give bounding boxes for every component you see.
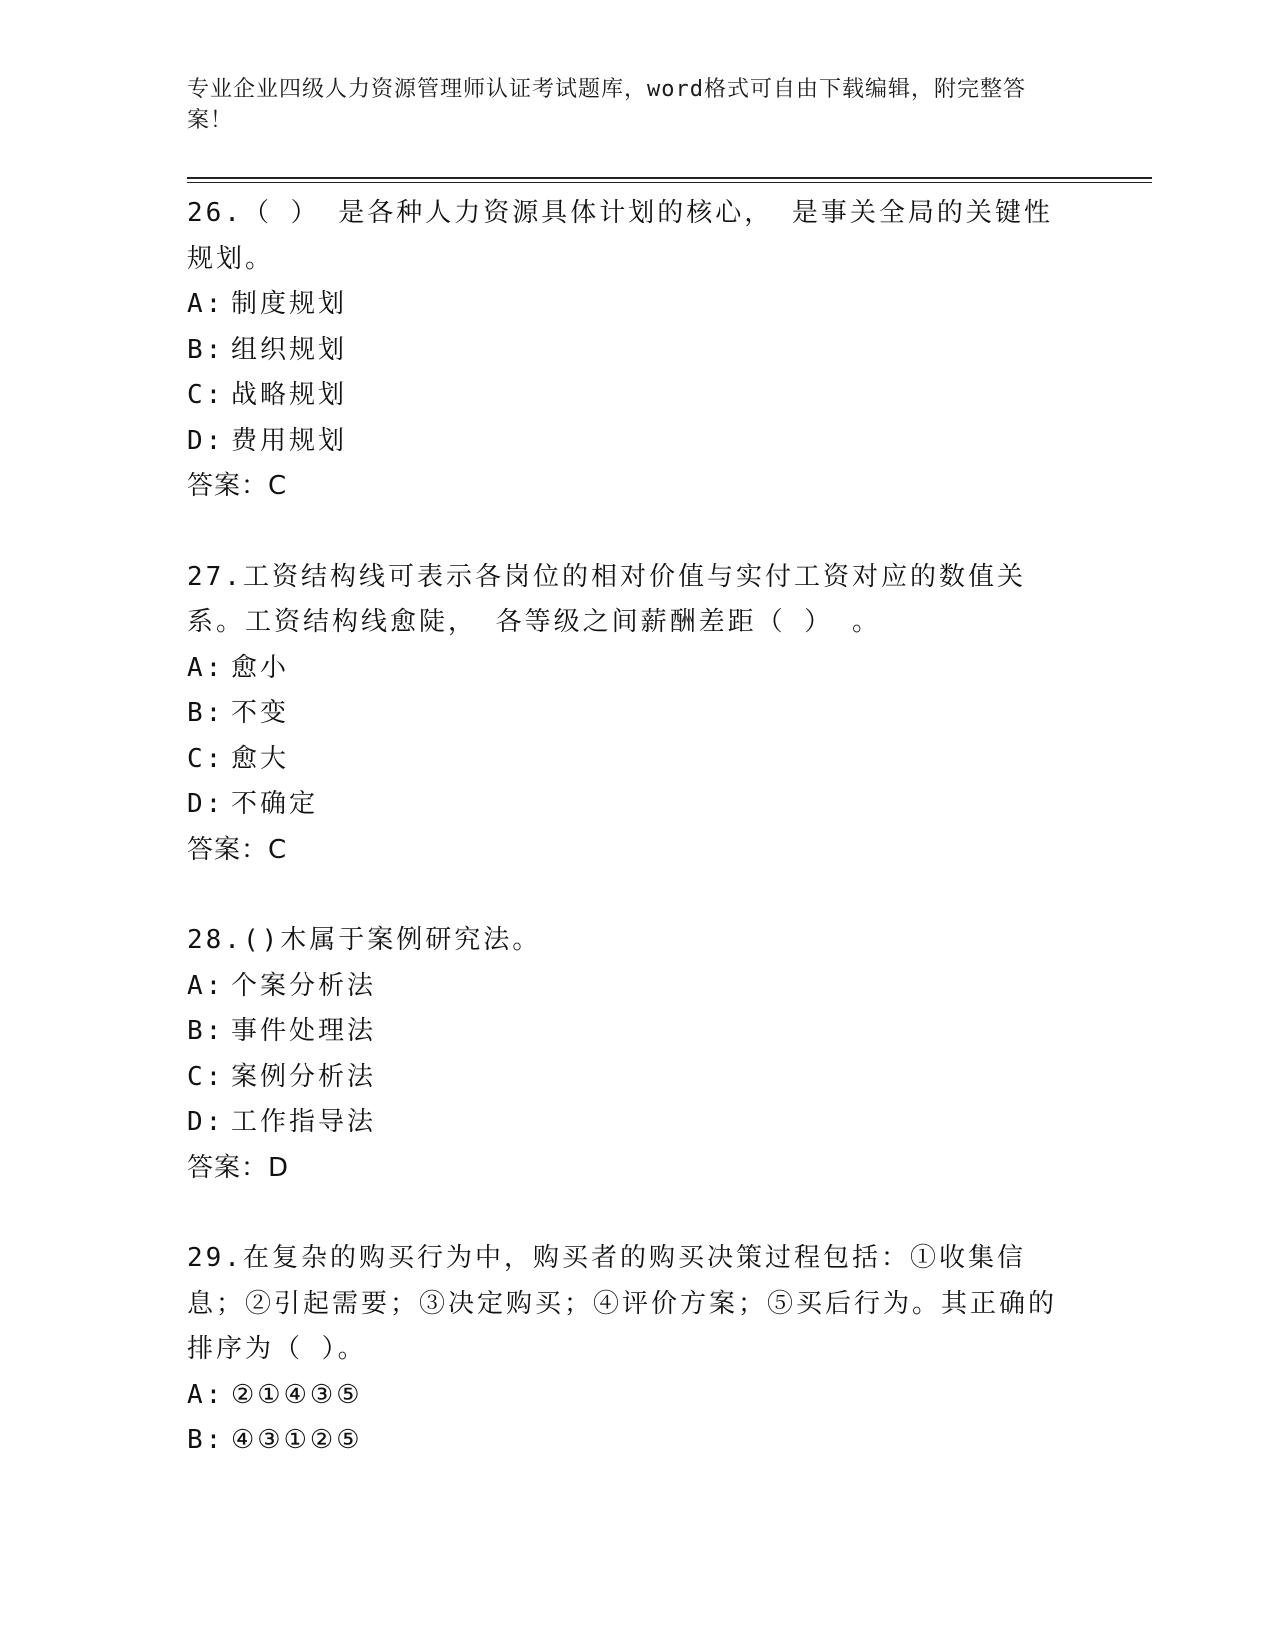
question-29 [187, 1236, 1067, 1464]
option-text: 不确定 [231, 789, 319, 819]
option-letter: A: [187, 970, 225, 1001]
answer-line: 答案：C [187, 834, 288, 865]
option-text: 个案分析法 [231, 970, 377, 1001]
header-divider-thick [187, 177, 1152, 179]
option-letter: B: [187, 698, 225, 728]
header-divider-thin [187, 182, 1152, 183]
question-stem: 29.在复杂的购买行为中，购买者的购买决策过程包括：①收集信息；②引起需要；③决定购买；④评价方案；⑤买后行为。其正确的排序为（ ）。 [187, 1243, 1058, 1364]
question-stem: 28.()木属于案例研究法。 [187, 925, 542, 955]
answer-line: 答案：D [187, 1152, 290, 1183]
option-letter: A: [187, 652, 225, 683]
question-27 [187, 555, 1067, 874]
page-header: 专业企业四级人力资源管理师认证考试题库，word格式可自由下载编辑，附完整答案！ [187, 77, 1026, 133]
option-text: ④③①②⑤ [231, 1425, 363, 1455]
spacer [187, 510, 1067, 555]
spacer [187, 873, 1067, 918]
option-letter: D: [187, 425, 225, 456]
option-text: 事件处理法 [231, 1016, 377, 1046]
question-28 [187, 918, 1067, 1191]
question-stem: 26.（ ） 是各种人力资源具体计划的核心， 是事关全局的关键性规划。 [187, 198, 1053, 274]
option-text: 组织规划 [231, 334, 348, 365]
option-text: 愈小 [231, 652, 290, 683]
question-list [187, 191, 1067, 1464]
option-b [187, 1009, 1067, 1055]
option-letter: C: [187, 743, 225, 774]
option-c [187, 737, 1067, 783]
option-letter: B: [187, 1016, 225, 1046]
option-text: 愈大 [231, 743, 290, 774]
option-letter: C: [187, 1061, 225, 1092]
option-a [187, 1373, 1067, 1419]
option-letter: D: [187, 789, 225, 819]
option-b [187, 1418, 1067, 1464]
option-a [187, 964, 1067, 1010]
option-d [187, 419, 1067, 465]
option-text: 工作指导法 [231, 1107, 377, 1137]
option-b [187, 691, 1067, 737]
option-text: 案例分析法 [231, 1061, 377, 1092]
option-text: 不变 [231, 698, 290, 728]
option-letter: D: [187, 1107, 225, 1137]
option-c [187, 373, 1067, 419]
option-letter: B: [187, 1425, 225, 1455]
option-d [187, 1100, 1067, 1146]
option-text: 制度规划 [231, 289, 348, 319]
option-text: 费用规划 [231, 425, 348, 456]
option-d [187, 782, 1067, 828]
option-letter: A: [187, 1379, 225, 1410]
option-b [187, 328, 1067, 374]
question-stem: 27.工资结构线可表示各岗位的相对价值与实付工资对应的数值关系。工资结构线愈陡， 各等级之间薪酬差距（ ） 。 [187, 561, 1026, 637]
option-a [187, 646, 1067, 692]
option-letter: B: [187, 334, 225, 365]
spacer [187, 1191, 1067, 1236]
option-letter: C: [187, 380, 225, 410]
answer-line: 答案：C [187, 471, 288, 501]
option-a [187, 282, 1067, 328]
option-letter: A: [187, 289, 225, 319]
option-text: 战略规划 [231, 380, 348, 410]
question-26 [187, 191, 1067, 510]
option-text: ②①④③⑤ [231, 1379, 363, 1410]
option-c [187, 1055, 1067, 1101]
